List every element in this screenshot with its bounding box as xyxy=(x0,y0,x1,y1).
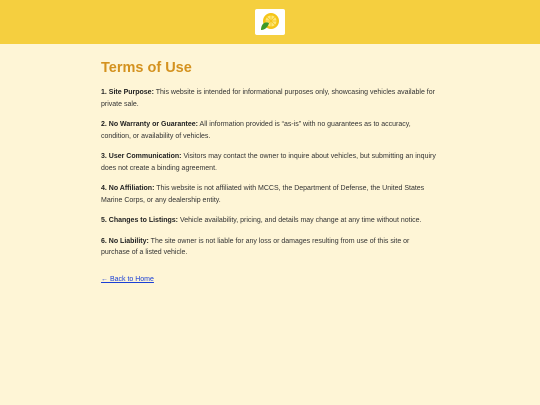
terms-content xyxy=(0,44,436,286)
term-text: This website is intended for informational purposes only, showcasing vehicles available for private sale. xyxy=(101,89,435,108)
term-heading: 3. User Communication: xyxy=(101,153,182,160)
term-heading: 5. Changes to Listings: xyxy=(101,217,179,224)
page-title: Terms of Use xyxy=(101,60,192,76)
term-text: This website is not affiliated with MCCS, the Department of Defense, the United States Marine Corps, or any dealership entity. xyxy=(101,185,425,204)
term-heading: 6. No Liability: xyxy=(101,237,149,245)
term-item xyxy=(101,151,436,174)
term-item xyxy=(101,236,436,259)
term-text: Vehicle availability, pricing, and details may change at any time without notice. xyxy=(178,217,422,224)
term-text: All information provided is “as-is” with no guarantees as to accuracy, condition, or availability of vehicles. xyxy=(101,121,411,140)
lemon-logo-icon[interactable] xyxy=(255,9,285,35)
term-text: Visitors may contact the owner to inquire about vehicles, but submitting an inquiry does not create a binding agreement. xyxy=(101,153,436,172)
term-text: The site owner is not liable for any loss or damages resulting from use of this site or purchase of a listed vehicle. xyxy=(101,237,410,256)
term-item xyxy=(101,87,436,110)
term-item xyxy=(101,119,436,142)
site-header xyxy=(0,0,540,44)
term-heading: 2. No Warranty or Guarantee: xyxy=(101,121,198,128)
term-item xyxy=(101,183,436,206)
term-heading: 4. No Affiliation: xyxy=(101,185,155,192)
back-to-home-link[interactable]: ← Back to Home xyxy=(101,275,154,283)
term-heading: 1. Site Purpose: xyxy=(101,89,154,96)
term-item xyxy=(101,215,436,227)
